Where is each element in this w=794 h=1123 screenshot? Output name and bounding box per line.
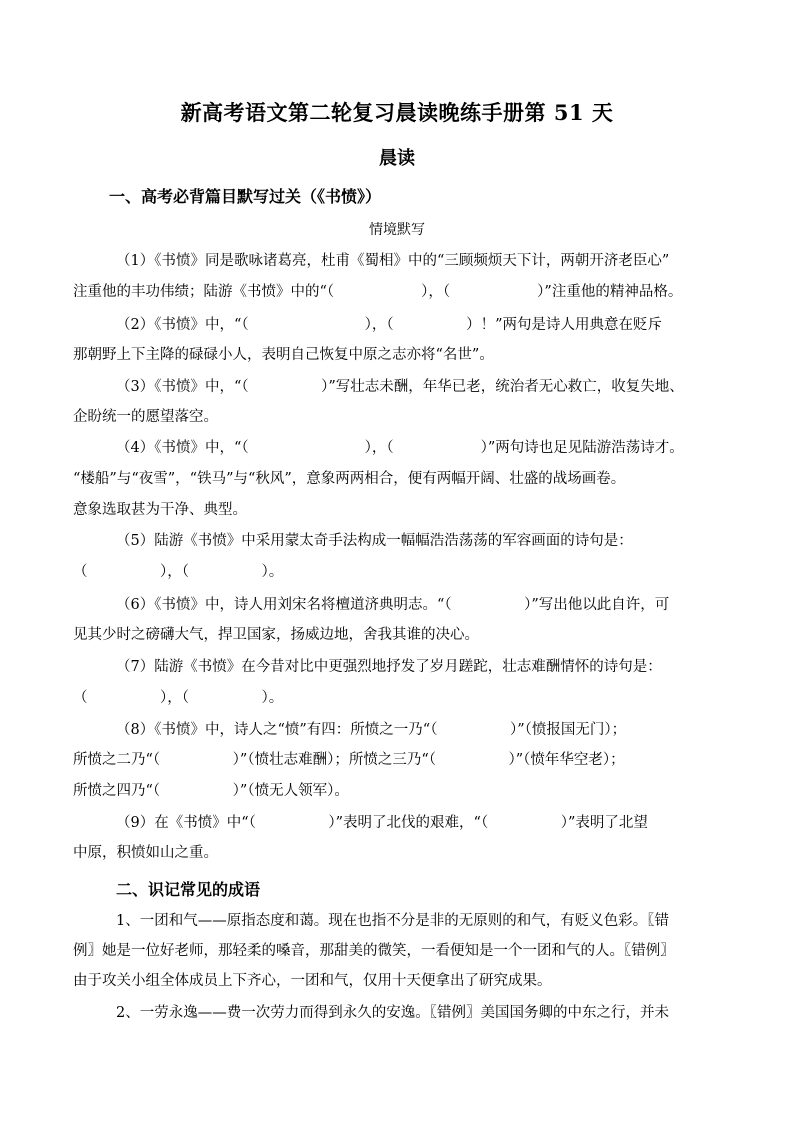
exercise-line: （5）陆游《书愤》中采用蒙太奇手法构成一幅幅浩浩荡荡的军容画面的诗句是： (116, 533, 633, 549)
section-heading-1: 一、高考必背篇目默写过关（《书愤》） (109, 187, 382, 206)
exercise-line: 所愤之二乃“（ ）”（愤壮志难酬）；所愤之三乃“（ ）”（愤年华空老）； (73, 752, 625, 768)
section-label: 情境默写 (369, 222, 425, 238)
page-subtitle: 晨读 (379, 148, 415, 169)
idiom-line: 由于攻关小组全体成员上下齐心，一团和气，仅用十天便拿出了研究成果。 (73, 973, 552, 989)
section-heading-2: 二、识记常见的成语 (116, 880, 261, 899)
idiom-line: 例〗她是一位好老师，那轻柔的嗓音，那甜美的微笑，一看便知是一个一团和气的人。〖错例〗 (73, 943, 675, 959)
exercise-line: 中原，积愤如山之重。 (73, 845, 218, 861)
exercise-line: 那朝野上下主降的碌碌小人，表明自己恢复中原之志亦将“名世”。 (73, 347, 494, 363)
exercise-line: “楼船”与“夜雪”，“铁马”与“秋风”，意象两两相合，便有两幅开阔、壮盛的战场画卷。 (73, 471, 626, 487)
exercise-line: （ ），（ ）。 (73, 564, 284, 580)
exercise-line: （ ），（ ）。 (73, 690, 284, 706)
page-title: 新高考语文第二轮复习晨读晚练手册第 51 天 (180, 100, 614, 125)
idiom-line: 2、一劳永逸——费一次劳力而得到永久的安逸。〖错例〗美国国务卿的中东之行，并未 (116, 1005, 669, 1021)
idiom-line: 1、一团和气——原指态度和蔼。现在也指不分是非的无原则的和气，有贬义色彩。〖错 (116, 913, 669, 929)
exercise-line: （8）《书愤》中，诗人之“愤”有四：所愤之一乃“（ ）”（愤报国无门）； (116, 722, 627, 738)
exercise-line: （9）在《书愤》中“（ ）”表明了北伐的艰难，“（ ）”表明了北望 (116, 815, 648, 831)
exercise-line: （4）《书愤》中，“（ ），（ ）”两句诗也足见陆游浩荡诗才。 (116, 440, 684, 456)
exercise-line: （7）陆游《书愤》在今昔对比中更强烈地抒发了岁月蹉跎，壮志难酬情怀的诗句是： (116, 659, 662, 675)
exercise-line: 所愤之四乃“（ ）”（愤无人领军）。 (73, 783, 349, 799)
exercise-line: 见其少时之磅礴大气，捍卫国家，扬威边地，舍我其谁的决心。 (73, 627, 479, 643)
exercise-line: （3）《书愤》中，“（ ）”写壮志未酬，年华已老，统治者无心救亡，收复失地、 (116, 379, 684, 395)
exercise-line: 企盼统一的愿望落空。 (73, 409, 218, 425)
exercise-line: （1）《书愤》同是歌咏诸葛亮，杜甫《蜀相》中的“三顾频烦天下计，两朝开济老臣心” (116, 253, 670, 269)
exercise-line: 注重他的丰功伟绩；陆游《书愤》中的“（ ），（ ）”注重他的精神品格。 (73, 284, 683, 300)
exercise-line: 意象选取甚为干净、典型。 (73, 502, 247, 518)
exercise-line: （6）《书愤》中，诗人用刘宋名将檀道济典明志。“（ ）”写出他以此自许，可 (116, 597, 670, 613)
exercise-line: （2）《书愤》中，“（ ），（ ）！”两句是诗人用典意在贬斥 (116, 317, 663, 333)
